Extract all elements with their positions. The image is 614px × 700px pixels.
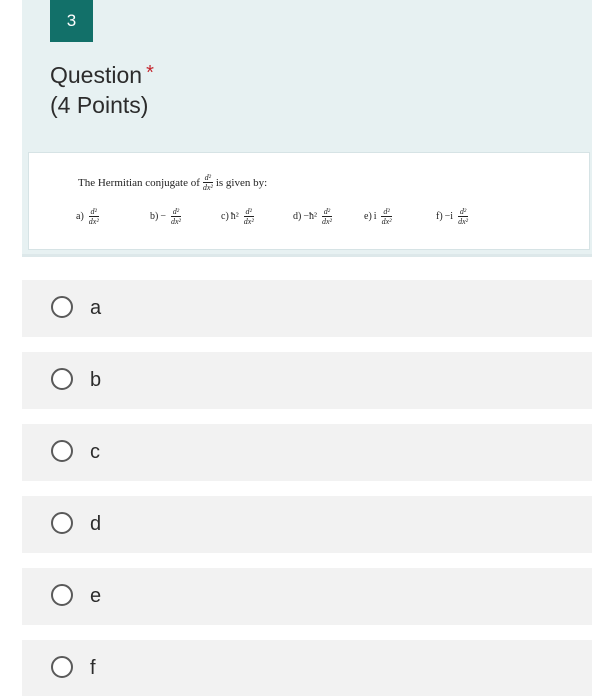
choice-prefix: −i	[444, 211, 454, 222]
image-choice-f: f) −i $\frac{\text{d²}}{\text{dx²}}$	[436, 207, 469, 226]
image-choice-a: a) $\frac{\text{d²}}{\text{dx²}}$	[76, 207, 99, 226]
radio-button[interactable]	[51, 368, 73, 390]
radio-button[interactable]	[51, 296, 73, 318]
image-choices	[29, 207, 589, 237]
image-choice-c: c) ħ² $\frac{\text{d²}}{\text{dx²}}$	[221, 207, 254, 226]
option-label: d	[90, 513, 102, 535]
question-title	[50, 58, 154, 90]
stem-text-after: is given by:	[215, 176, 268, 189]
option-a[interactable]	[22, 280, 592, 337]
stem-text-before: The Hermitian conjugate of	[78, 176, 200, 189]
question-stem	[78, 173, 267, 192]
stem-fraction	[202, 173, 214, 192]
fraction-denominator: dx²	[202, 183, 213, 192]
choice-letter: e)	[364, 211, 372, 222]
choice-letter: a)	[76, 211, 84, 222]
question-number-badge: 3	[50, 0, 93, 42]
option-label: c	[90, 441, 100, 463]
choice-prefix: −ħ²	[303, 211, 317, 222]
option-f[interactable]	[22, 640, 592, 696]
choice-prefix: −	[160, 211, 166, 222]
radio-button[interactable]	[51, 584, 73, 606]
radio-button[interactable]	[51, 656, 73, 678]
image-choice-d: d) −ħ² $\frac{\text{d²}}{\text{dx²}}$	[293, 207, 332, 226]
required-asterisk: *	[146, 62, 154, 84]
option-label: e	[90, 585, 102, 607]
fraction-numerator: d²	[204, 173, 212, 182]
question-title-text: Question	[50, 62, 143, 88]
option-label: a	[90, 297, 102, 319]
option-label: f	[90, 657, 96, 679]
question-points: (4 Points)	[50, 92, 149, 118]
image-choice-e: e) i $\frac{\text{d²}}{\text{dx²}}$	[364, 207, 392, 226]
choice-letter: b)	[150, 211, 159, 222]
choice-letter: f)	[436, 211, 443, 222]
radio-button[interactable]	[51, 440, 73, 462]
choice-letter: d)	[293, 211, 302, 222]
question-header	[22, 0, 592, 257]
choice-prefix: ħ²	[230, 211, 239, 222]
option-e[interactable]	[22, 568, 592, 625]
image-choice-b: b) − $\frac{\text{d²}}{\text{dx²}}$	[150, 207, 181, 226]
choice-letter: c)	[221, 211, 229, 222]
option-label: b	[90, 369, 102, 391]
option-c[interactable]	[22, 424, 592, 481]
radio-button[interactable]	[51, 512, 73, 534]
option-d[interactable]	[22, 496, 592, 553]
question-image	[28, 152, 590, 250]
choice-prefix: i	[373, 211, 377, 222]
option-b[interactable]	[22, 352, 592, 409]
